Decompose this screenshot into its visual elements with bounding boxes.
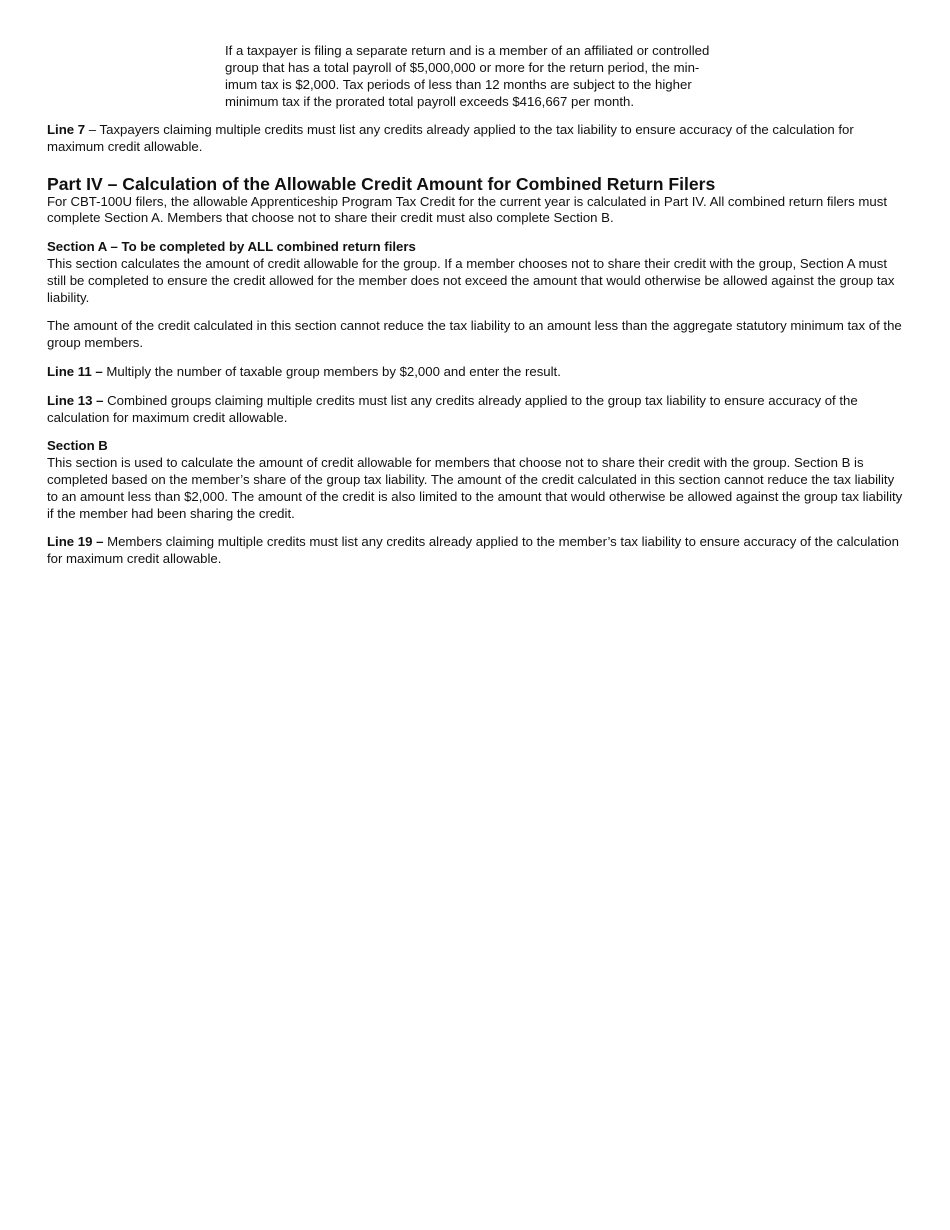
line-13-text: Combined groups claiming multiple credits must list any credits already applied to the group tax liability to ensure accuracy of the calculation for maximum credit allowable. [47,392,858,425]
line-13-instruction [47,393,906,427]
line-11-text: Multiply the number of taxable group members by $2,000 and enter the result. [102,363,561,379]
note-line: If a taxpayer is filing a separate return and is a member of an affiliated or controlled [225,43,710,58]
part-iv-title: Part IV – Calculation of the Allowable Credit Amount for Combined Return Filers [47,173,716,194]
section-b-heading: Section B [47,438,108,454]
line-13-label: Line 13 – [47,392,104,408]
line-19-instruction [47,534,906,568]
section-b-paragraph: This section is used to calculate the amount of credit allowable for members that choose not to share their credit with the group. Section B is completed based on the member’s share of the group tax liability. The amount of the credit calculated in this section cannot reduce the tax liability to an amount less than $2,000. The amount of the credit is also limited to the amount that would otherwise be allowed against the group tax liability if the member had been sharing the credit. [47,455,903,521]
section-a-minimum-tax-paragraph: The amount of the credit calculated in this section cannot reduce the tax liability to an amount less than the aggregate statutory minimum tax of the group members. [47,318,902,351]
separate-return-note [225,42,745,110]
line-19-text: Members claiming multiple credits must list any credits already applied to the member’s tax liability to ensure accuracy of the calculation for maximum credit allowable. [47,534,899,567]
section-a-heading: Section A – To be completed by ALL combined return filers [47,239,416,255]
section-a-paragraph: This section calculates the amount of credit allowable for the group. If a member chooses not to share their credit with the group, Section A must still be completed to ensure the credit allowed for the member does not exceed the amount that would otherwise be allowed against the group tax liability. [47,255,895,305]
line-7-instruction [47,122,906,156]
line-11-label: Line 11 – [47,363,103,379]
line-19-label: Line 19 – [47,534,104,550]
part-iv-intro: For CBT-100U filers, the allowable Apprenticeship Program Tax Credit for the current year is calculated in Part IV. All combined return filers must complete Section A. Members that choose not to share their credit must also complete Section B. [47,193,887,226]
note-line: imum tax is $2,000. Tax periods of less than 12 months are subject to the higher [225,77,692,92]
note-line: minimum tax if the prorated total payroll exceeds $416,667 per month. [225,94,635,109]
line-7-label: Line 7 [47,122,86,137]
line-7-text: – Taxpayers claiming multiple credits must list any credits already applied to the tax liability to ensure accuracy of the calculation for maximum credit allowable. [47,122,854,154]
line-11-instruction [47,364,906,381]
note-line: group that has a total payroll of $5,000,000 or more for the return period, the min- [225,60,700,75]
